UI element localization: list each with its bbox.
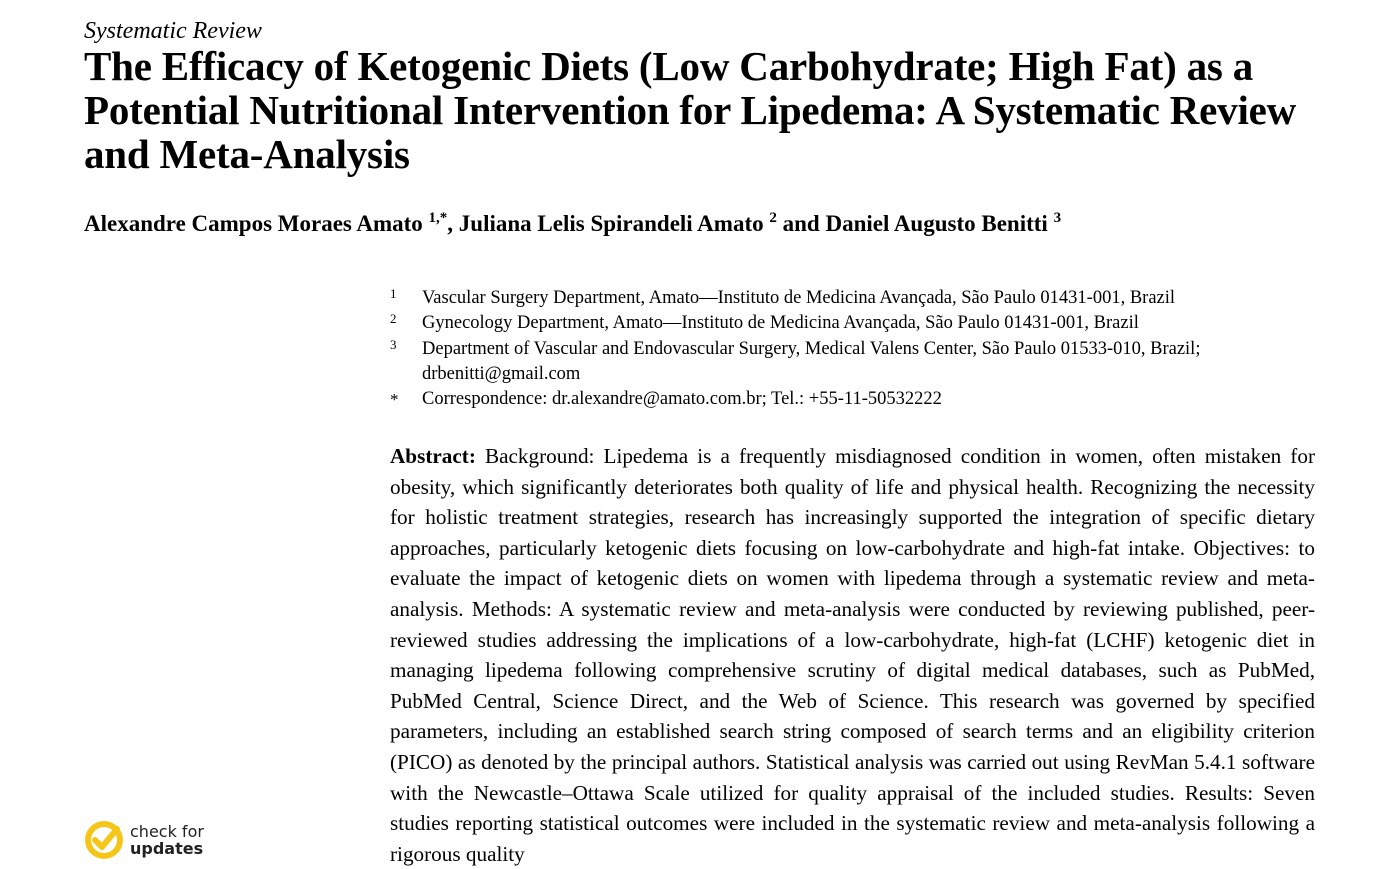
author-name[interactable]: Juliana Lelis Spirandeli Amato (458, 211, 764, 236)
correspondence (390, 387, 1320, 412)
badge-text (130, 823, 204, 857)
abstract-label: Abstract: (390, 444, 476, 468)
affiliations (390, 286, 1320, 412)
author-affiliation-mark: 2 (769, 210, 777, 226)
abstract-text: Background: Lipedema is a frequently misdiagnosed condition in women, often mistaken for obesity, which significantly deteriorates both quality of life and physical health. Recognizing the necessity for holistic treatment strategies, research has increasingly supported the integration of specific dietary approaches, particularly ketogenic diets focusing on low-carbohydrate and high-fat intake. Objectives: to evaluate the impact of ketogenic diets on women with lipedema through a systematic review and meta-analysis. Methods: A systematic review and meta-analysis were conducted by reviewing published, peer-reviewed studies addressing the implications of a low-carbohydrate, high-fat (LCHF) ketogenic diet in managing lipedema following comprehensive scrutiny of digital medical databases, such as PubMed, PubMed Central, Science Direct, and the Web of Science. This research was governed by specified parameters, including an established search string composed of search terms and an eligibility criterion (PICO) as denoted by the principal authors. Statistical analysis was carried out using RevMan 5.4.1 software with the Newcastle–Ottawa Scale utilized for quality appraisal of the included studies. Results: Seven studies reporting statistical outcomes were included in the systematic review and meta-analysis following a rigorous quality (390, 444, 1315, 866)
author-affiliation-mark: 3 (1053, 210, 1062, 226)
article-type: Systematic Review (84, 18, 262, 44)
affiliation-mark: 1 (390, 286, 397, 301)
affiliation-item (390, 337, 1320, 388)
affiliation-item (390, 286, 1320, 311)
correspondence-text: Correspondence: dr.alexandre@amato.com.br; Tel.: +55-11-50532222 (422, 389, 942, 410)
author-name[interactable]: Daniel Augusto Benitti (825, 211, 1048, 236)
abstract (390, 441, 1315, 869)
affiliation-mark: 2 (390, 311, 397, 327)
author-separator: and (776, 211, 826, 236)
paper-title: The Efficacy of Ketogenic Diets (Low Carbohydrate; High Fat) as a Potential Nutritional Intervention for Lipedema: A Systematic Review and Meta-Analysis (84, 43, 1297, 177)
correspondence-mark: * (390, 390, 399, 410)
author-affiliation-mark: 1,* (428, 210, 448, 226)
author-list (84, 206, 1334, 242)
affiliation-text: Gynecology Department, Amato—Instituto de Medicina Avançada, São Paulo 01431-001, Brazil (422, 313, 1139, 334)
affiliation-text: Department of Vascular and Endovascular Surgery, Medical Valens Center, São Paulo 01533-010, Brazil; drbenitti@gmail.com (422, 338, 1201, 384)
checkmark-circle-icon (84, 820, 124, 860)
badge-line-1: check for (130, 822, 204, 841)
author-name[interactable]: Alexandre Campos Moraes Amato (84, 211, 423, 236)
check-for-updates-badge[interactable] (84, 818, 214, 862)
affiliation-item (390, 311, 1320, 336)
affiliation-mark: 3 (390, 336, 397, 352)
affiliation-text: Vascular Surgery Department, Amato—Instituto de Medicina Avançada, São Paulo 01431-001, Brazil (422, 288, 1176, 308)
badge-line-2: updates (130, 839, 204, 858)
author-separator: , (447, 211, 459, 236)
